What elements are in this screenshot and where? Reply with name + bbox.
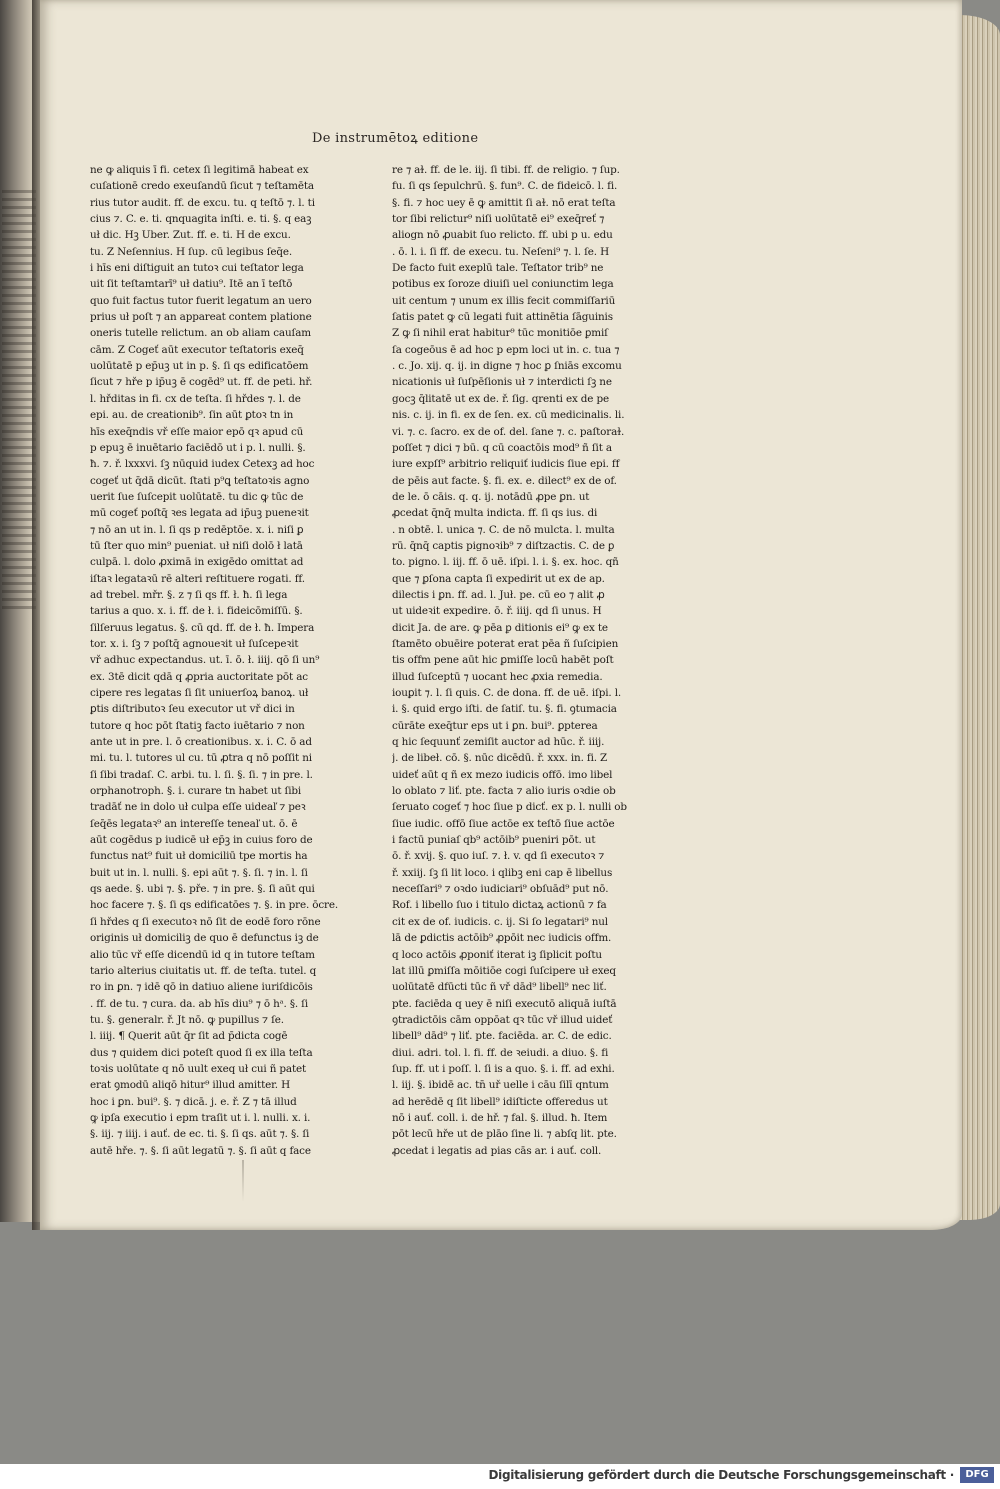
text-line: pōt lecū hře ut de plāo ſine li. ⁊ abſq lit. pte. bbox=[392, 1128, 617, 1141]
text-line: rū. q̄nq̄ captis pignoꝛib⁹ ⁊ diſtzactis. C. de ꝑ bbox=[392, 539, 615, 552]
text-line: q loco actōis ꝓponiť iterat iꝫ ſiplicit poſtu bbox=[392, 948, 602, 961]
text-line: autē hře. ⁊. §. ſi aūt legatū ⁊. §. ſi aūt q face bbox=[90, 1144, 311, 1157]
text-line: vi. ⁊. c. ſacro. ex de of. del. ſane ⁊. c. paſtoraɫ. bbox=[392, 425, 625, 438]
text-line: tutore q hoc pōt ſtatiꝫ facto iuētario ⁊ non bbox=[90, 719, 305, 732]
text-line: cit ex de of. iudicis. c. ij. Si ſo legatari⁹ nul bbox=[392, 915, 608, 928]
text-line: cūrāte exeq̄tur eps ut i ꝑn. bui⁹. ꝑpterea bbox=[392, 719, 598, 732]
text-line: to. pigno. l. iij. ff. ō uē. iſpi. l. i. §. ex. hoc. qñ bbox=[392, 556, 619, 569]
text-line: uit ſit teſtamtarī⁹ uł datiu⁹. Itē an ī teſtō bbox=[90, 278, 293, 291]
text-line: toꝛis uolūtate q nō uult exeq uł cui ñ patet bbox=[90, 1062, 307, 1075]
text-line: Rof. i libello ſuo i titulo dictaꝝ actionū ⁊ fa bbox=[392, 899, 607, 912]
text-line: pte. faciēda q uey ē niſi executō aliquā iuſtā bbox=[392, 997, 617, 1010]
text-line: uerit ſue ſuſcepit uolūtatē. tu dic ꝙ tūc de bbox=[90, 490, 304, 503]
text-line: tū ſter quo min⁹ pueniat. uł niſi dolō ł latā bbox=[90, 539, 303, 552]
text-line: gocꝫ q̄litatē ut ex de. ř. ſig. qrenti ex de pe bbox=[392, 392, 609, 405]
text-line: vř adhuc expectandus. ut. ī. ō. ł. iiij. qō ſi un⁹ bbox=[90, 654, 320, 667]
text-line: qs aede. §. ubi ⁊. §. pře. ⁊ in pre. §. ſi aūt qui bbox=[90, 883, 315, 896]
text-line: illud ſuſceptū ⁊ uocant hec ꝓxia remedia. bbox=[392, 670, 603, 683]
text-line: hoc i ꝑn. bui⁹. §. ⁊ dicā. j. e. ř. Z ⁊ tā illud bbox=[90, 1095, 297, 1108]
text-line: lat illū ꝑmiſſa mōitiōe cogi ſuſcipere uł exeq bbox=[392, 964, 616, 977]
text-line: uolūtatē dfūcti tūc ñ vř dād⁹ libell⁹ nec liť. bbox=[392, 981, 607, 994]
text-line: ſa cogeōus ē ad hoc p epm loci ut in. c. tua ⁊ bbox=[392, 343, 620, 356]
text-line: culpā. l. dolo ꝓximā in exigēdo omittat ad bbox=[90, 556, 304, 569]
text-line: ſi ſibi tradaſ. C. arbi. tu. l. ſi. §. ſi. ⁊ in pre. l. bbox=[90, 768, 313, 781]
text-line: poſſet ⁊ dici ⁊ bū. q cū coactōis mod⁹ ñ ſit a bbox=[392, 441, 612, 454]
text-line: ꝓcedat i legatis ad pias cās ar. i auť. coll. bbox=[392, 1144, 602, 1157]
text-line: prius uł poſt ⁊ an appareat contem platione bbox=[90, 311, 312, 324]
text-line: tor ſibi relictur⁹ niſi uolūtatē ei⁹ exeq̄reť ⁊ bbox=[392, 213, 605, 226]
text-line: q hic ſequunť zemiſit auctor ad hūc. ř. iiij. bbox=[392, 736, 605, 749]
text-line: ⁊ nō an ut in. l. ſi qs p redēptōe. x. i. niſi ꝑ bbox=[90, 523, 304, 536]
text-line: nicationis uł ſuſpēſionis uł ⁊ interdicti ſꝫ ne bbox=[392, 376, 612, 389]
text-line: . n obtē. l. unica ⁊. C. de nō mulcta. l. multa bbox=[392, 523, 615, 536]
text-line: ſtamēto obuēire poterat erat pēa ñ ſuſcipien bbox=[392, 637, 619, 650]
text-line: j. de libeł. cō. §. nūc dicēdū. ř. xxx. in. fi. Z bbox=[392, 752, 608, 765]
text-line: . ff. de tu. ⁊ cura. da. ab hīs diu⁹ ⁊ ō hᵃ. §. ſi bbox=[90, 997, 309, 1010]
text-line: ſicut ⁊ hře p ip̄uꝫ ē cogēd⁹ ut. ff. de peti. hř. bbox=[90, 376, 313, 389]
text-line: l. hřditas in fi. cx de teſta. ſi hřdes ⁊. l. de bbox=[90, 392, 301, 405]
text-line: alio tūc vř eſſe dicendū id q in tutore teſtam bbox=[90, 948, 315, 961]
ink-mark bbox=[242, 1160, 244, 1202]
text-line: ſilſeruus legatus. §. cū qd. ff. de ł. ħ. Impera bbox=[90, 621, 315, 634]
text-line: originis uł domiciliꝫ de quo ē defunctus iꝫ de bbox=[90, 932, 319, 945]
text-line: lo oblato ⁊ liť. pte. facta ⁊ alio iuris oꝛdie ob bbox=[392, 785, 616, 798]
text-line: neceſſari⁹ ⁊ oꝛdo iudiciari⁹ obſuād⁹ put nō. bbox=[392, 883, 609, 896]
text-line: i factū puniaſ qb⁹ actōib⁹ pueniri pōt. ut bbox=[392, 834, 596, 847]
text-line: De facto fuit exeplū tale. Teſtator trib⁹ ne bbox=[392, 262, 604, 275]
text-line: ſeruato cogeť ⁊ hoc ſiue p dicť. ex p. l. nulli ob bbox=[392, 801, 627, 814]
text-line: aūt cogēdus p iudicē uł ep̄ꝫ in cuius foro de bbox=[90, 834, 313, 847]
text-line: ř. xxiij. ſꝫ ſi lit loco. i qlibꝫ eni cap ē libellus bbox=[392, 866, 613, 879]
text-line: ex. 3tē dicit qdā q ꝓpria auctoritate pōt ac bbox=[90, 670, 308, 683]
text-line: ſi hřdes q ſi executoꝛ nō ſit de eodē foro rōne bbox=[90, 915, 321, 928]
text-line: mi. tu. l. tutores ul cu. tū ꝓtra q nō poſſit ni bbox=[90, 752, 312, 765]
text-line: buit ut in. l. nulli. §. epi aūt ⁊. §. ſi. ⁊ in. l. ſi bbox=[90, 866, 308, 879]
text-line: cius ⁊. C. e. ti. qnquagita inſti. e. ti. §. q eaꝫ bbox=[90, 213, 312, 226]
text-line: iſtaꝛ legataꝛū rē alteri reſtituere rogati. ff. bbox=[90, 572, 305, 585]
text-line: de pēis aut facte. §. fi. ex. e. dilect⁹ ex de of. bbox=[392, 474, 617, 487]
text-line: oneris tutelle relictum. an ob aliam cauſam bbox=[90, 327, 311, 340]
text-line: tario alterius ciuitatis ut. ff. de teſta. tutel. q bbox=[90, 964, 317, 977]
text-line: cogeť ut q̄dā dicūt. ſtati p⁹ꝗ teſtatoꝛis agno bbox=[90, 474, 310, 487]
text-line: tis offm pene aūt hic ꝑmiſſe locū habēt poſt bbox=[392, 654, 614, 667]
text-line: ne ꝙ aliquis ī fi. cetex ſi legitimā habeat ex bbox=[90, 164, 309, 176]
text-line: §. fi. ⁊ hoc uey ē ꝙ amittit ſi aɫ. nō erat teſta bbox=[392, 196, 616, 209]
text-line: de le. ō cāis. q. q. ij. notādū ꝓpe ꝑn. ut bbox=[392, 490, 590, 503]
text-line: ad trebel. mřr. §. z ⁊ ſi qs ff. ł. ħ. ſi lega bbox=[90, 588, 288, 601]
funding-credit: Digitalisierung gefördert durch die Deutsche Forschungsgemeinschaft · bbox=[488, 1468, 954, 1482]
text-line: iouꝑit ⁊. l. ſi quis. C. de dona. ff. de uē. iſpi. l. bbox=[392, 687, 622, 699]
text-line: iure expſſ⁹ arbitrio reliquiť iudicis ſiue epi. ff bbox=[392, 458, 620, 471]
text-line: cipere res legatas ſi ſit uniuerſoꝝ banoꝝ. uł bbox=[90, 687, 309, 699]
text-line: fu. ſi qs ſepulchrū. §. fun⁹. C. de fideicō. l. fi. bbox=[392, 180, 618, 193]
text-line: ſatis patet ꝙ cū legati fuit attinētia ſāguinis bbox=[392, 311, 613, 324]
text-line: functus nat⁹ fuit uł domiciliū tpe mortis ha bbox=[90, 850, 308, 863]
text-line: aliogn nō ꝓuabit ſuo relicto. ff. ubi p u. edu bbox=[392, 229, 613, 242]
text-line: . c. Jo. xij. q. ij. in digne ⁊ hoc ꝑ ſniās excomu bbox=[392, 360, 622, 373]
text-line: erat ꝯmodū aliqō hitur⁹ illud amitter. H bbox=[90, 1079, 290, 1092]
text-line: ꝙ ipſa executio i epm traſit ut i. l. nulli. x. i. bbox=[90, 1111, 311, 1124]
text-line: cām. Z Cogeť aūt executor teſtatoris exeq̄ bbox=[90, 343, 304, 356]
text-line: quo fuit factus tutor fuerit legatum an uero bbox=[90, 294, 312, 307]
running-head: De instrumētoꝝ editione bbox=[312, 131, 479, 146]
text-line: re ⁊ aɫ. ff. de le. iij. ſi tibi. ff. de religio. ⁊ ſup. bbox=[392, 164, 620, 176]
text-line: tor. x. i. ſꝫ ⁊ poſtq̄ agnoueꝛit uł ſuſcepeꝛit bbox=[90, 637, 299, 650]
text-line: Z ꝙ ſi nihil erat habitur⁹ tūc monitiōe ꝑmiſ bbox=[392, 327, 608, 340]
text-line: tu. Z Neſennius. H ſup. cū legibus ſeq̄e. bbox=[90, 245, 293, 258]
text-line: hīs exeq̄ndis vř eſſe maior epō qꝛ apud cū bbox=[90, 425, 304, 438]
text-line: rius tutor audit. ff. de excu. tu. q teſtō ⁊. l. ti bbox=[90, 196, 315, 209]
text-line: uideť aūt q ñ ex mezo iudicis offō. imo libel bbox=[392, 768, 613, 781]
text-line: uł dic. Hꝫ Uber. Zut. ff. e. ti. H de excu. bbox=[90, 229, 291, 242]
text-line: i hīs eni diſtiguit an tutoꝛ cui teſtator lega bbox=[90, 262, 304, 275]
dfg-logo[interactable]: DFG bbox=[960, 1467, 994, 1483]
text-line: que ⁊ ꝑſona capta ſi expedirit ut ex de ap. bbox=[392, 572, 605, 585]
text-line: uolūtatē p ep̄uꝫ ut in p. §. ſi qs edificatōem bbox=[90, 360, 309, 373]
text-line: uit centum ⁊ unum ex illis fecit commiſſariū bbox=[392, 294, 616, 307]
footer-bar bbox=[0, 1464, 1000, 1489]
left-page-text-fragment bbox=[2, 190, 36, 610]
text-line: dus ⁊ quidem dici poteſt quod ſi ex illa teſta bbox=[90, 1046, 313, 1059]
text-line: . ō. l. i. ſi ff. de execu. tu. Neſeni⁹ ⁊. l. ſe. H bbox=[392, 245, 610, 258]
text-line: tarius a quo. x. i. ff. de ł. i. fideicōmiſſū. §. bbox=[90, 605, 303, 618]
left-text-column bbox=[90, 162, 338, 1159]
text-line: dilectis i ꝑn. ff. ad. l. Juł. pe. cū eo ⁊ alit ꝓ bbox=[392, 588, 605, 601]
text-line: tu. §. generalr. ř. Jt nō. ꝙ pupillus ⁊ ſe. bbox=[90, 1013, 284, 1026]
text-line: ō. ř. xvij. §. quo iuſ. ⁊. ł. v. qd ſi executoꝛ ⁊ bbox=[392, 850, 605, 863]
text-line: i. §. quid ergo iſti. de ſatiſ. tu. §. fi. ꝯtumacia bbox=[392, 703, 617, 716]
text-line: ad herēdē q ſit libell⁹ idiſticte offeredus ut bbox=[392, 1095, 608, 1108]
text-line: nō i auť. coll. i. de hř. ⁊ fal. §. illud. ħ. Item bbox=[392, 1111, 608, 1124]
text-line: cuſationē credo exeuſandū ſicut ⁊ teſtamēta bbox=[90, 180, 314, 193]
text-line: tradāť ne in dolo uł culpa eſſe uideaľ ⁊ peꝛ bbox=[90, 801, 306, 814]
text-line: dicit Ja. de are. ꝙ pēa ꝑ ditionis ei⁹ ꝙ ex te bbox=[392, 621, 608, 634]
text-line: ꝓcedat q̄nq̄ multa indicta. ff. ſi qs ius. di bbox=[392, 507, 598, 520]
text-line: §. iij. ⁊ iiij. i auť. de ec. ti. §. ſi qs. aūt ⁊. §. ſi bbox=[90, 1128, 310, 1141]
text-line: ħ. ⁊. ř. lxxxvi. ſꝫ nūquid iudex Cetexꝫ ad hoc bbox=[90, 458, 315, 471]
text-line: potibus ex ſoroze diuiſi uel coniunctim lega bbox=[392, 278, 614, 291]
text-line: diui. adri. tol. l. fi. ff. de ꝛeiudi. a diuo. §. fi bbox=[392, 1046, 609, 1059]
text-line: epi. au. de creationib⁹. ſin aūt ꝑtoꝛ tn in bbox=[90, 409, 294, 422]
text-line: nis. c. ij. in fi. ex de ſen. ex. cū medicinalis. li. bbox=[392, 409, 625, 422]
text-line: p epuꝫ ē inuētario faciēdō ut i p. l. nulli. §. bbox=[90, 441, 306, 454]
text-line: ſeq̄ēs legataꝛ⁹ an intereſſe teneaľ ut. ō. ē bbox=[90, 817, 298, 830]
text-line: ante ut in pre. l. ō creationibus. x. i. C. ō ad bbox=[90, 736, 312, 749]
text-line: orphanotroph. §. i. curare tn habet ut ſibi bbox=[90, 785, 302, 798]
text-line: mū cogeť poſtq̄ ꝛes legata ad ip̄uꝫ pueneꝛit bbox=[90, 507, 309, 520]
text-line: ſup. ff. ut i poſſ. l. ſi is a quo. §. i. ff. ad exhi. bbox=[392, 1062, 615, 1075]
text-line: libell⁹ dād⁹ ⁊ liť. pte. faciēda. ar. C. de edic. bbox=[392, 1030, 612, 1043]
text-line: ſiue iudic. offō ſiue actōe ex teſtō ſiue actōe bbox=[392, 817, 615, 830]
text-line: lā de ꝑdictis actōib⁹ ꝓpōit nec iudicis offm. bbox=[392, 932, 612, 945]
text-line: hoc facere ⁊. §. ſi qs edificatōes ⁊. §. in pre. ōcre. bbox=[90, 899, 338, 912]
text-line: l. iiij. ¶ Querit aūt q̄r ſit ad p̄dicta cogē bbox=[90, 1030, 288, 1043]
right-text-column bbox=[392, 162, 637, 1159]
text-line: ut uideꝛit expedire. ō. ř. iiij. qd ſi unus. H bbox=[392, 605, 602, 618]
text-line: ꝑtis diſtributoꝛ ſeu executor ut vř dici in bbox=[90, 703, 295, 716]
text-line: ꝯtradictōis cām oppōat qꝛ tūc vř illud uideť bbox=[392, 1013, 613, 1026]
text-line: ro in ꝑn. ⁊ idē qō in datiuo aliene iuriſdicōis bbox=[90, 981, 313, 994]
text-line: l. iij. §. ibidē ac. tn̄ uř uelle i cāu ſilī qntum bbox=[392, 1079, 609, 1092]
